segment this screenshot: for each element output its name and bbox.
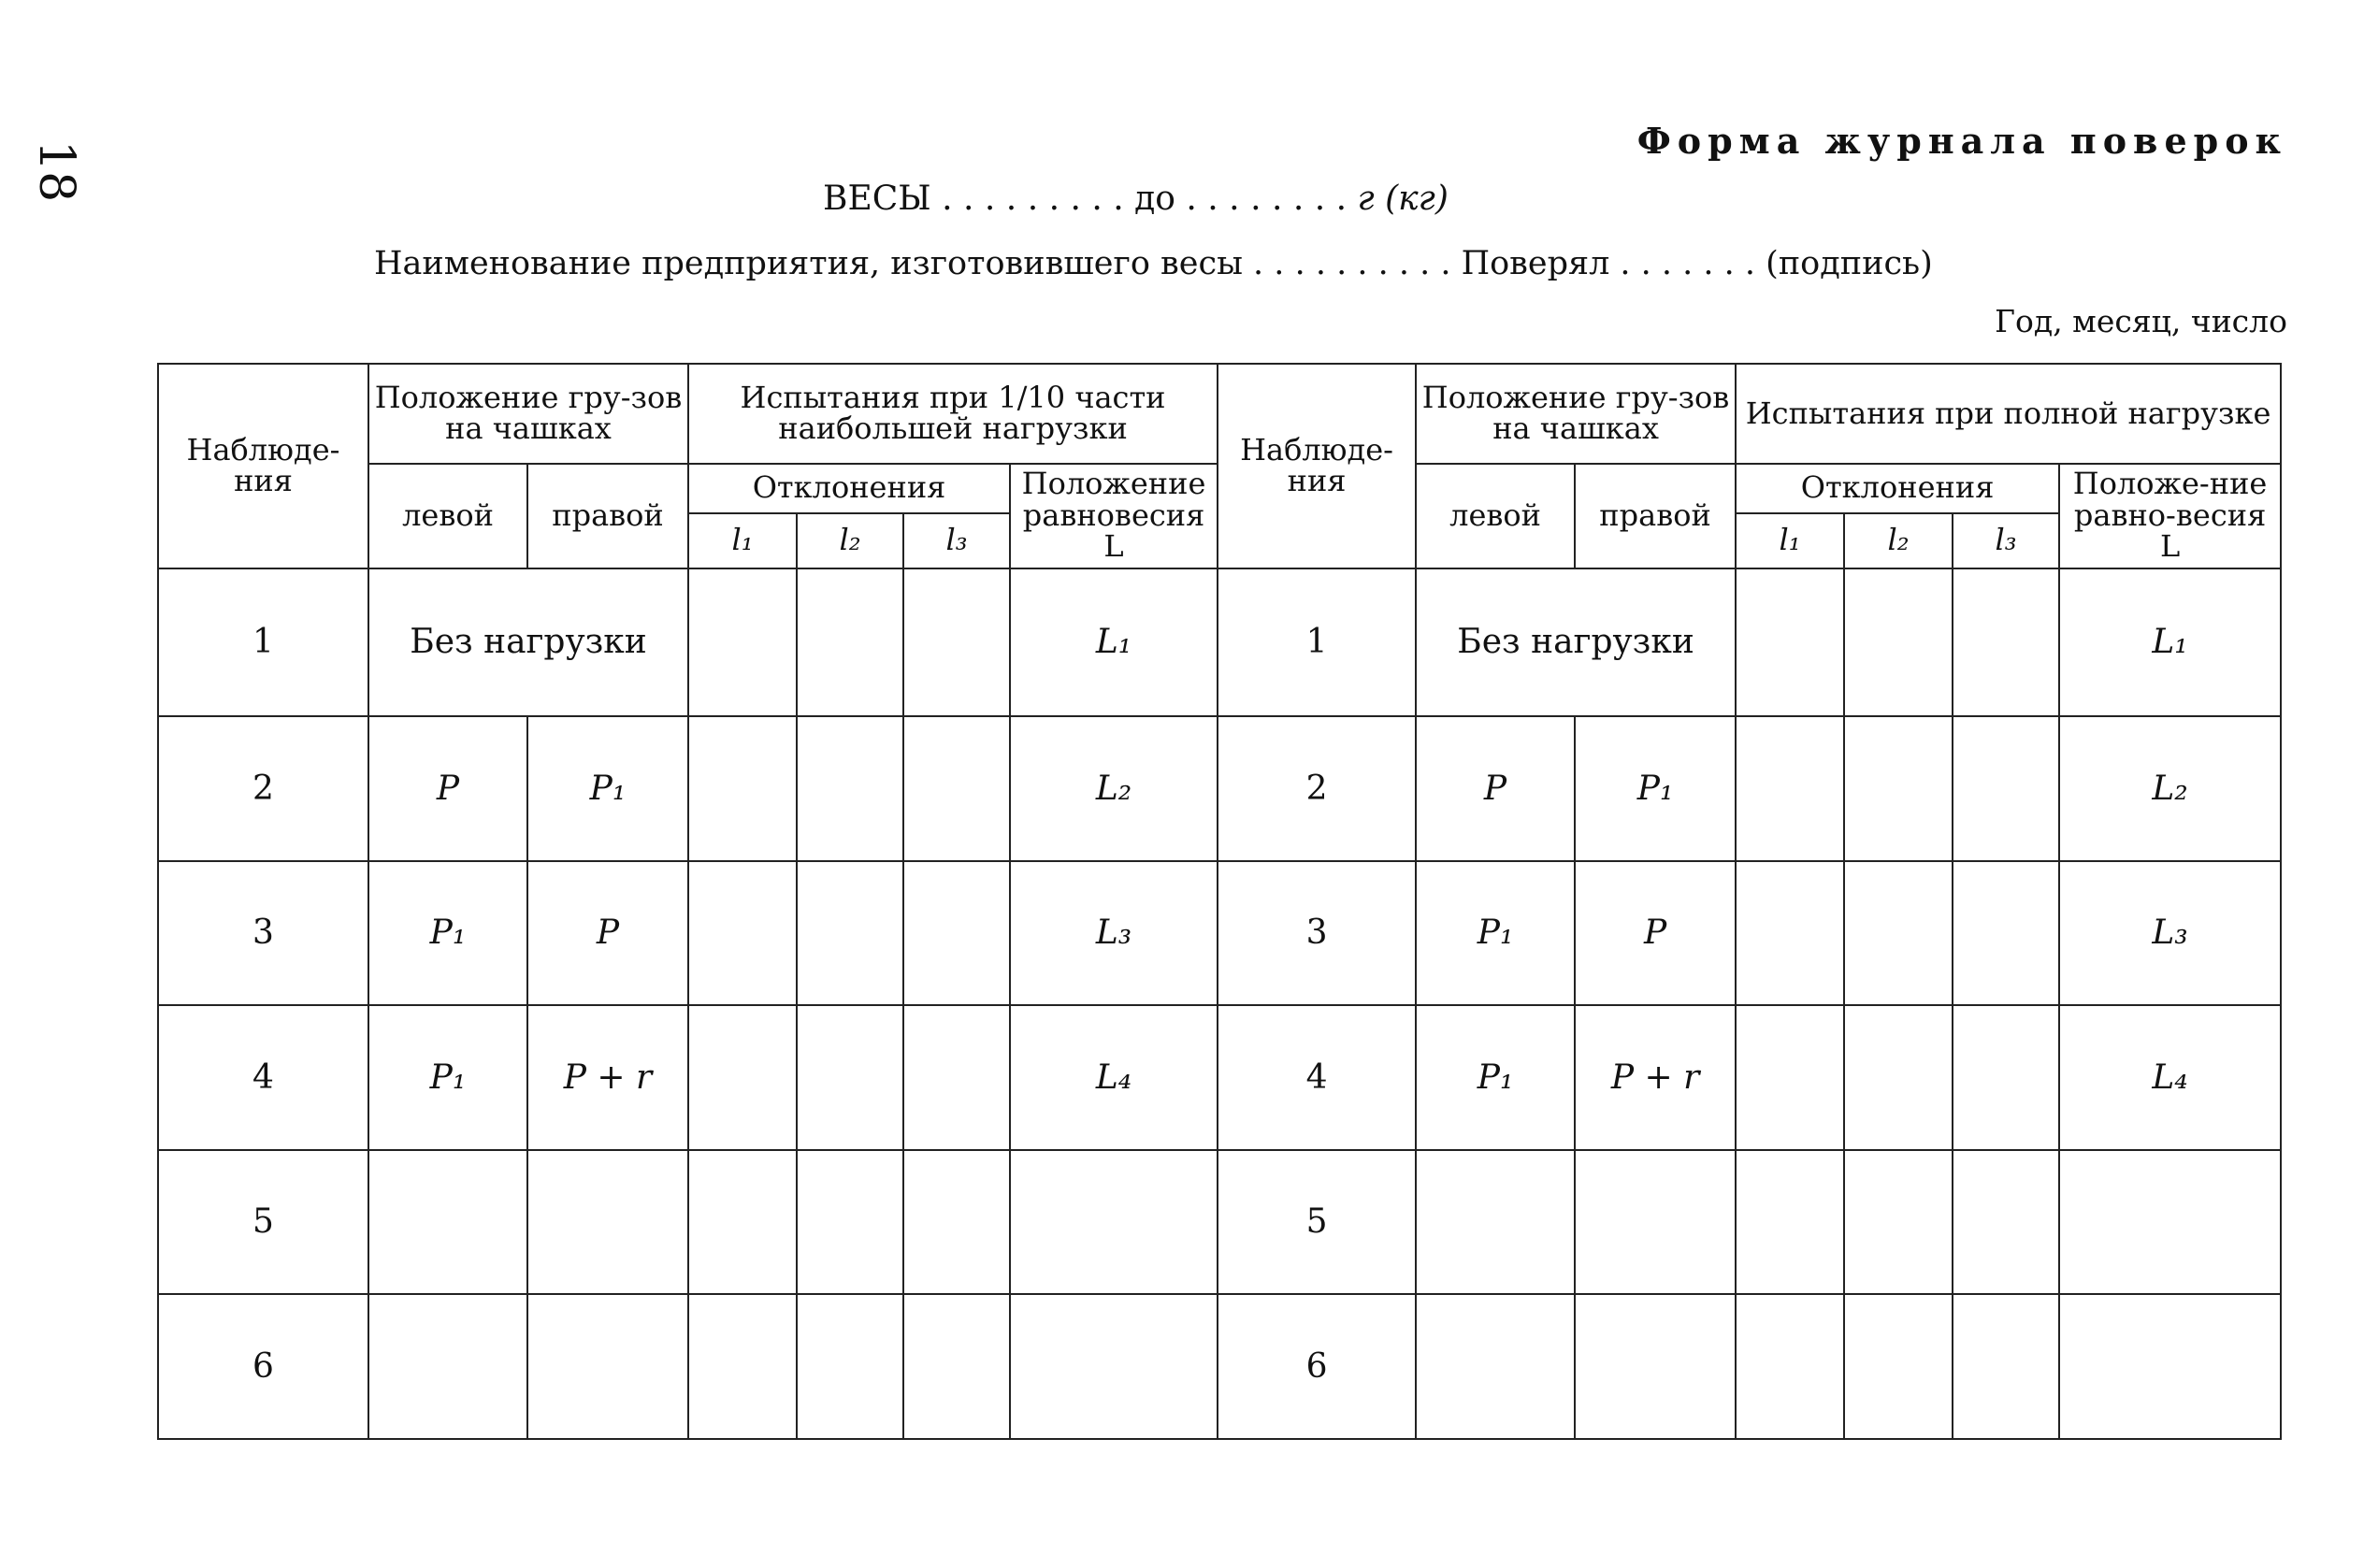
test-header-right: Испытания при полной нагрузке — [1736, 364, 2281, 464]
observation-header-right: Наблюде-ния — [1218, 364, 1416, 568]
left-pan-load: P₁ — [368, 1005, 527, 1150]
right-pan-load: P₁ — [527, 716, 688, 861]
position-header-right: Положение гру-зов на чашках — [1416, 364, 1736, 464]
table-row — [158, 716, 2281, 861]
no-load-cell: Без нагрузки — [368, 568, 688, 717]
right-pan-load: P + r — [1575, 1005, 1736, 1150]
observation-number: 4 — [158, 1005, 368, 1150]
right-pan-header: правой — [527, 464, 688, 568]
observation-number: 2 — [1218, 716, 1416, 861]
observation-number: 3 — [1218, 861, 1416, 1006]
table-row — [158, 1005, 2281, 1150]
left-pan-load: P₁ — [1416, 1005, 1575, 1150]
l2-header-right: l₂ — [1844, 513, 1953, 568]
observation-number: 6 — [158, 1294, 368, 1439]
equilibrium-value: L₁ — [1010, 568, 1218, 717]
right-pan-load: P — [1575, 861, 1736, 1006]
left-pan-load: P₁ — [1416, 861, 1575, 1006]
left-pan-load: P — [1416, 716, 1575, 861]
equilibrium-header: Положение равновесия L — [1010, 464, 1218, 568]
equilibrium-value: L₃ — [2059, 861, 2281, 1006]
table-row — [158, 568, 2281, 717]
enterprise-line: Наименование предприятия, изготовившего весы . . . . . . . . . . Поверял . . . . . . . (подпись) — [374, 245, 1933, 282]
scales-unit: г (кг) — [1357, 180, 1449, 218]
form-title: Форма журнала поверок — [1636, 120, 2287, 162]
scales-prefix: ВЕСЫ . . . . . . . . . до . . . . . . . . — [823, 180, 1358, 218]
right-pan-load: P — [527, 861, 688, 1006]
observation-number: 4 — [1218, 1005, 1416, 1150]
l2-header: l₂ — [797, 513, 903, 568]
table-row — [158, 1150, 2281, 1295]
observation-number: 5 — [158, 1150, 368, 1295]
equilibrium-header-right: Положе-ние равно-весия L — [2059, 464, 2281, 568]
equilibrium-value: L₂ — [1010, 716, 1218, 861]
observation-number: 3 — [158, 861, 368, 1006]
table-row — [158, 861, 2281, 1006]
left-pan-load: P — [368, 716, 527, 861]
l1-header-right: l₁ — [1736, 513, 1844, 568]
right-pan-header-right: правой — [1575, 464, 1736, 568]
right-pan-load: P₁ — [1575, 716, 1736, 861]
position-header: Положение гру-зов на чашках — [368, 364, 688, 464]
verification-journal-table — [157, 363, 2282, 1440]
right-pan-load: P + r — [527, 1005, 688, 1150]
observation-number: 1 — [1218, 568, 1416, 717]
observation-number: 1 — [158, 568, 368, 717]
l3-header: l₃ — [903, 513, 1010, 568]
l3-header-right: l₃ — [1953, 513, 2059, 568]
deviations-header-right: Отклонения — [1736, 464, 2059, 513]
l1-header: l₁ — [688, 513, 797, 568]
page-number: 18 — [28, 140, 84, 203]
test-header: Испытания при 1/10 части наибольшей нагрузки — [688, 364, 1218, 464]
left-pan-load: P₁ — [368, 861, 527, 1006]
observation-number: 5 — [1218, 1150, 1416, 1295]
equilibrium-value: L₂ — [2059, 716, 2281, 861]
table-row — [158, 1294, 2281, 1439]
equilibrium-value: L₄ — [1010, 1005, 1218, 1150]
observation-number: 2 — [158, 716, 368, 861]
no-load-cell: Без нагрузки — [1416, 568, 1736, 717]
left-pan-header: левой — [368, 464, 527, 568]
equilibrium-value: L₄ — [2059, 1005, 2281, 1150]
equilibrium-value: L₃ — [1010, 861, 1218, 1006]
observation-number: 6 — [1218, 1294, 1416, 1439]
observation-header: Наблюде-ния — [158, 364, 368, 568]
scales-line — [823, 180, 1449, 218]
date-line: Год, месяц, число — [1995, 303, 2287, 339]
deviations-header: Отклонения — [688, 464, 1010, 513]
left-pan-header-right: левой — [1416, 464, 1575, 568]
equilibrium-value: L₁ — [2059, 568, 2281, 717]
